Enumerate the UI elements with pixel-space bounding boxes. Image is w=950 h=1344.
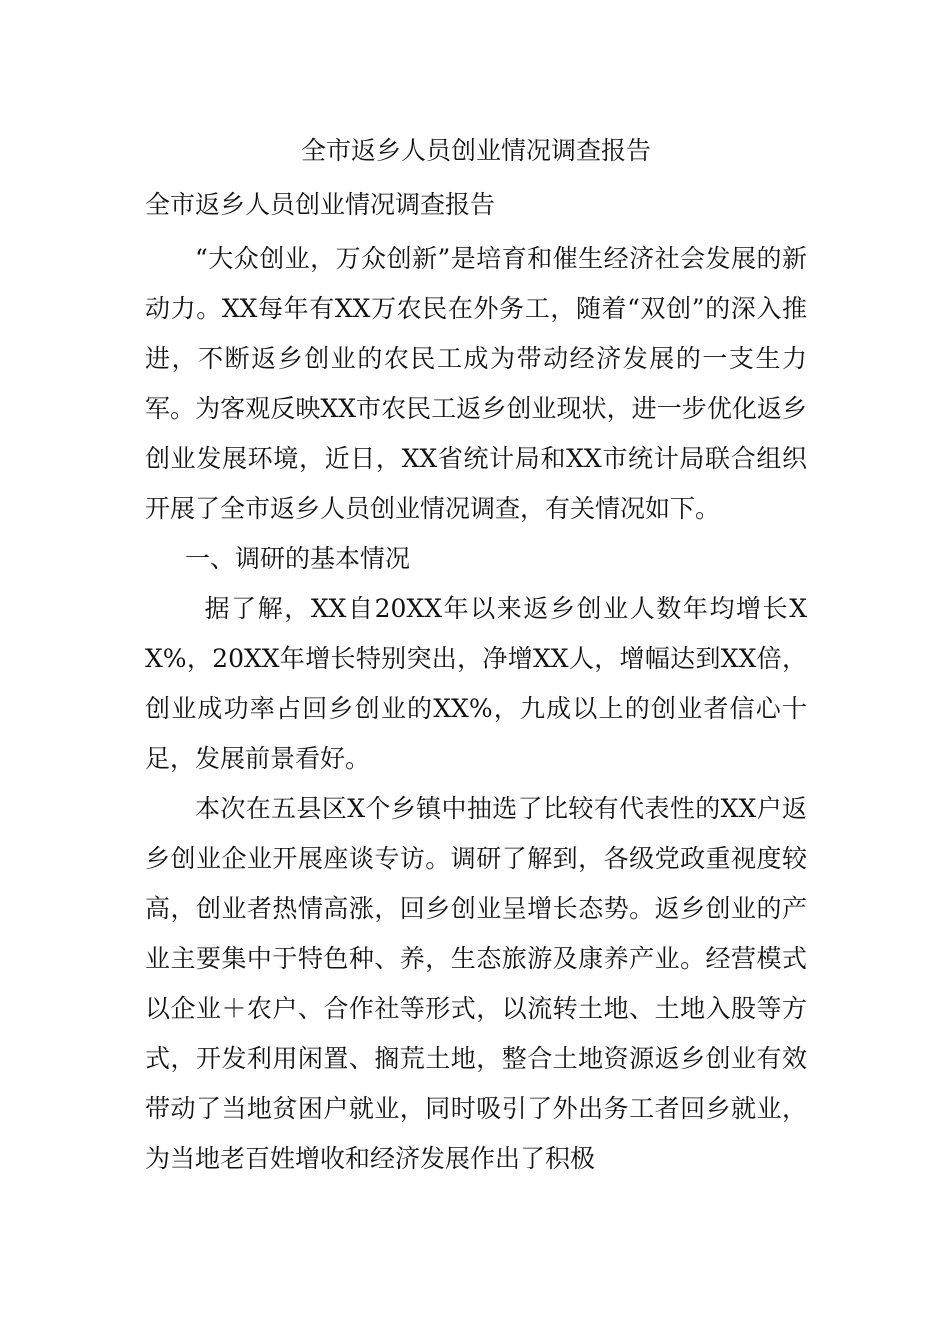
section-paragraph-statistics: 据了解，XX自20XX年以来返乡创业人数年均增长XX%，20XX年增长特别突出，净增XX人，增幅达到XX倍，创业成功率占回乡创业的XX%，九成以上的创业者信心十足，发展前景看好。 <box>145 594 807 773</box>
section-heading-basic-situation: 一、调研的基本情况 <box>185 544 411 573</box>
intro-paragraph: “大众创业，万众创新”是培育和催生经济社会发展的新动力。XX每年有XX万农民在外务工，随着“双创”的深入推进，不断返乡创业的农民工成为带动经济发展的一支生力军。为客观反映XX市农民工返乡创业现状，进一步优化返乡创业发展环境，近日，XX省统计局和XX市统计局联合组织开展了全市返乡人员创业情况调查，有关情况如下。 <box>145 244 807 523</box>
document-title: 全市返乡人员创业情况调查报告 <box>300 136 651 165</box>
section-paragraph-survey: 本次在五县区X个乡镇中抽选了比较有代表性的XX户返乡创业企业开展座谈专访。调研了解到，各级党政重视度较高，创业者热情高涨，回乡创业呈增长态势。返乡创业的产业主要集中于特色种、养，生态旅游及康养产业。经营模式以企业＋农户、合作社等形式，以流转土地、土地入股等方式，开发利用闲置、搁荒土地，整合土地资源返乡创业有效带动了当地贫困户就业，同时吸引了外出务工者回乡就业，为当地老百姓增收和经济发展作出了积极 <box>145 794 807 1173</box>
document-subtitle: 全市返乡人员创业情况调查报告 <box>145 190 496 219</box>
document-body <box>145 132 807 1184</box>
